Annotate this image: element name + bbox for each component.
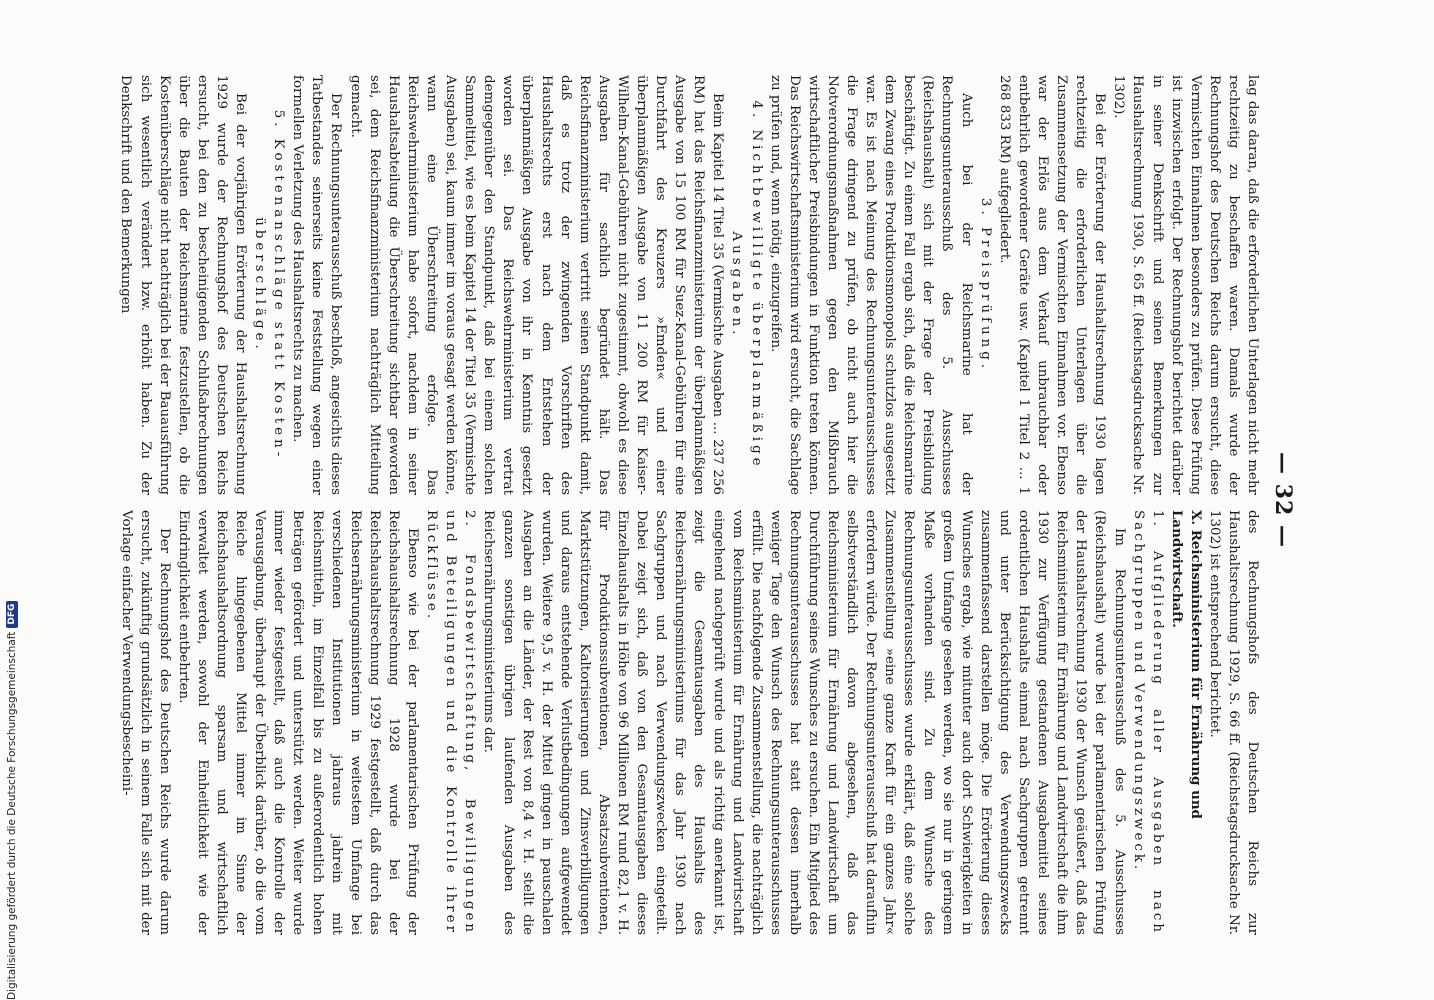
section-heading-nichtbewilligte-ausgaben: 4. Nichtbewilligte überplanmäßige Ausgaben. bbox=[729, 100, 764, 470]
paragraph: Der Rechnungsunterausschuß beschloß, angesichts dieses Tatbestandes seinerseits keine Feststellung wegen einer formellen Verletzung des Haushaltsrechts zu machen. bbox=[290, 75, 344, 495]
column-two bbox=[30, 510, 1262, 935]
paragraph: Ebenso wie bei der parlamentarischen Prüfung der Reichshaushaltsrechnung 1928 wurde bei der Reichshaushaltsrechnung 1929 festgestellt, daß durch das Reichsernährungsministerium in weitestem Umfange bei verschiedenen Institutionen jahraus jahrein mit Reichsmitteln, im Einzelfall bis zu außerordentlich hohen Beträgen gefördert und unterstützt werden. Weiter wurde immer wieder festgestellt, daß auch die Kontrolle der Verausgabung, überhaupt der Überblick darüber, ob die vom Reiche hingegebenen Mittel immer im Sinne der Reichshaushaltsordnung sparsam und wirtschaftlich verwaltet werden, sowohl der Einheitlichkeit wie der Eindringlichkeit entbehrten. bbox=[175, 510, 421, 935]
digitization-footer bbox=[2, 600, 22, 1000]
paragraph: Bei der vorjährigen Erörterung der Haushaltsrechnung 1929 wurde der Rechnungshof des Deutschen Reichs ersucht, bei den zu bescheinigenden Schlußabrechnungen über die Bauten der Reichsmarine festzustellen, ob die Kostenüberschläge nicht nachträglich bei der Bauausführung sich wesentlich verändert bzw. erhöht haben. Zu der Denkschrift und den Bemerkungen bbox=[118, 75, 249, 495]
paragraph: Der Rechnungshof des Deutschen Reichs wurde darum ersucht, zukünftig grundsätzlich in seinem Falle sich mit der Vorlage einfacher Verwendungsbescheini- bbox=[118, 510, 172, 935]
paragraph: Beim Kapitel 14 Titel 35 (Vermischte Ausgaben ... 237 256 RM) hat das Reichsfinanzministerium der überplanmäßigen Ausgabe von 15 100 RM für Suez-Kanal-Gebühren für eine Durchfahrt des Kreuzers »Emden« und einer überplanmäßigen Ausgabe von 11 200 RM für Kaiser-Wilhelm-Kanal-Gebühren nicht zugestimmt, obwohl es diese Ausgaben für sachlich begründet hält. Das Reichsfinanzministerium vertritt seinen Standpunkt damit, daß es trotz der zwingenden Vorschriften des Haushaltsrechts erst nach dem Entstehen der überplanmäßigen Ausgabe von ihr in Kenntnis gesetzt worden sei. Das Reichswehrministerium vertrat demgegenüber den Standpunkt, daß bei einem solchen Sammeltitel, wie es beim Kapitel 14 der Titel 35 (Vermischte Ausgaben) sei, kaum immer im voraus gesagt werden könne, wann eine Überschreitung erfolge. Das Reichswehrministerium habe sofort, nachdem in seiner Haushaltsabteilung die Überschreitung sichtbar geworden sei, dem Reichsfinanzministerium nachträglich Mitteilung gemacht. bbox=[347, 75, 726, 495]
chapter-heading-reichsministerium: X. Reichsministerium für Ernährung und Landwirtschaft. bbox=[1168, 510, 1204, 819]
paragraph: des Rechnungshofs des Deutschen Reichs zur Haushaltsrechnung 1929, S. 66 ff. (Reichstagsdrucksache Nr. 1302) ist entsprechend berichtet. bbox=[1206, 510, 1260, 935]
dfg-logo-icon: DFG bbox=[6, 601, 18, 628]
section-heading-preispruefung: 3. Preisprüfung. bbox=[977, 197, 993, 373]
column-one bbox=[30, 75, 1262, 495]
paragraph: Bei der Erörterung der Haushaltsrechnung 1930 lagen rechtzeitig die erforderlichen Unterlagen über die Zusammensetzung der Vermischten Einnahmen vor. Ebenso war der Erlös aus dem Verkauf unbrauchbar oder entbehrlich gewordener Geräte usw. (Kapitel 1 Titel 2 ... 1 268 833 RM) aufgegliedert. bbox=[996, 75, 1108, 495]
footer-text: Digitalisierung gefördert durch die Deutsche Forschungsgemeinschaft bbox=[6, 631, 18, 1000]
section-heading-kostenanschlaege: 5. Kostenanschläge statt Kosten-überschläge. bbox=[252, 109, 287, 461]
section-heading-fondsbewirtschaftung: 2. Fondsbewirtschaftung, Bewilligungen und Beteiligungen und die Kontrolle ihrer Rückflüsse. bbox=[424, 510, 478, 935]
section-heading-aufgliederung: 1. Aufgliederung aller Ausgaben nach Sachgruppen und Verwendungszweck. bbox=[1130, 510, 1165, 935]
paragraph: Im Rechnungsunterausschuß des 5. Ausschusses (Reichshaushalt) wurde bei der parlamentarischen Prüfung der Haushaltsrechnung 1930 der Wunsch geäußert, daß das Reichsministerium für Ernährung und Landwirtschaft die ihm 1930 zur Verfügung gestandenen Ausgabemittel seines ordentlichen Haushalts einmal nach Sachgruppen getrennt und unter Berücksichtigung des Verwendungszwecks zusammenfassend darstellen möge. Die Erörterung dieses Wunsches ergab, wie mitunter auch dort Schwierigkeiten in großem Umfange gesehen werden, wo sie nur in geringem Maße vorhanden sind. Zu dem Wunsche des Rechnungsunterausschusses wurde erklärt, daß eine solche Zusammenstellung »eine ganze Kraft für ein ganzes Jahr« erfordern würde. Der Rechnungsunterausschuß hat daraufhin selbstverständlich davon abgesehen, daß das Reichsministerium für Ernährung und Landwirtschaft um Durchführung seines Wunsches zu ersuchen. Ein Mitglied des Rechnungsunterausschusses hat statt dessen innerhalb weniger Tage den Wunsch des Rechnungsunterausschusses erfüllt. Die nachfolgende Zusammenstellung, die nachträglich vom Reichsministerium für Ernährung und Landwirtschaft eingehend nachgeprüft wurde und als richtig anerkannt ist, zeigt die Gesamtausgaben des Haushalts des Reichsernährungsministeriums für das Jahr 1930 nach Sachgruppen und nach Verwendungszwecken eingeteilt. Dabei zeigt sich, daß von den Gesamtausgaben dieses Einzelhaushalts in Höhe von 96 Millionen RM rund 82,1 v. H. für Produktionssubventionen, Absatzsubventionen, Marktstützungen, Kaltorisierungen und Zinsverbilligungen und daraus entstehende Verlustbedingungen aufgewendet wurden. Weitere 9,5 v. H. der Mittel gingen in pauschalen Ausgaben an die Länder, der Rest von 8,4 v. H. stellt die ganzen sonstigen übrigen laufenden Ausgaben des Reichsernährungsministeriums dar. bbox=[481, 510, 1127, 935]
paragraph: lag das daran, daß die erforderlichen Unterlagen nicht mehr rechtzeitig zu beschaffen waren. Damals wurde der Rechnungshof des Deutschen Reichs darum ersucht, diese Vermischten Einnahmen besonders zu prüfen. Diese Prüfung ist inzwischen erfolgt. Der Rechnungshof berichtet darüber in seiner Denkschrift und seinen Bemerkungen zur Haushaltsrechnung 1930, S. 65 ff. (Reichstagsdrucksache Nr. 1302). bbox=[1111, 75, 1260, 495]
page-number: — 32 — bbox=[1270, 452, 1296, 548]
paragraph: Auch bei der Reichsmarine hat der Rechnungsunterausschuß des 5. Ausschusses (Reichshaushalt) sich mit der Frage der Preisbildung beschäftigt. Zu einem Fall ergab sich, daß die Reichsmarine dem Zwang eines Produktionsmonopols schutzlos ausgesetzt war. Es ist nach Meinung des Rechnungsunterausschusses die Frage dringend zu prüfen, ob nicht auch hier die Notverordnungsmaßnahmen gegen den Mißbrauch wirtschaftlicher Preisbindungen in Funktion treten können. Das Reichswirtschaftsministerium wird ersucht, die Sachlage zu prüfen und, wenn nötig, einzugreifen. bbox=[767, 75, 974, 495]
